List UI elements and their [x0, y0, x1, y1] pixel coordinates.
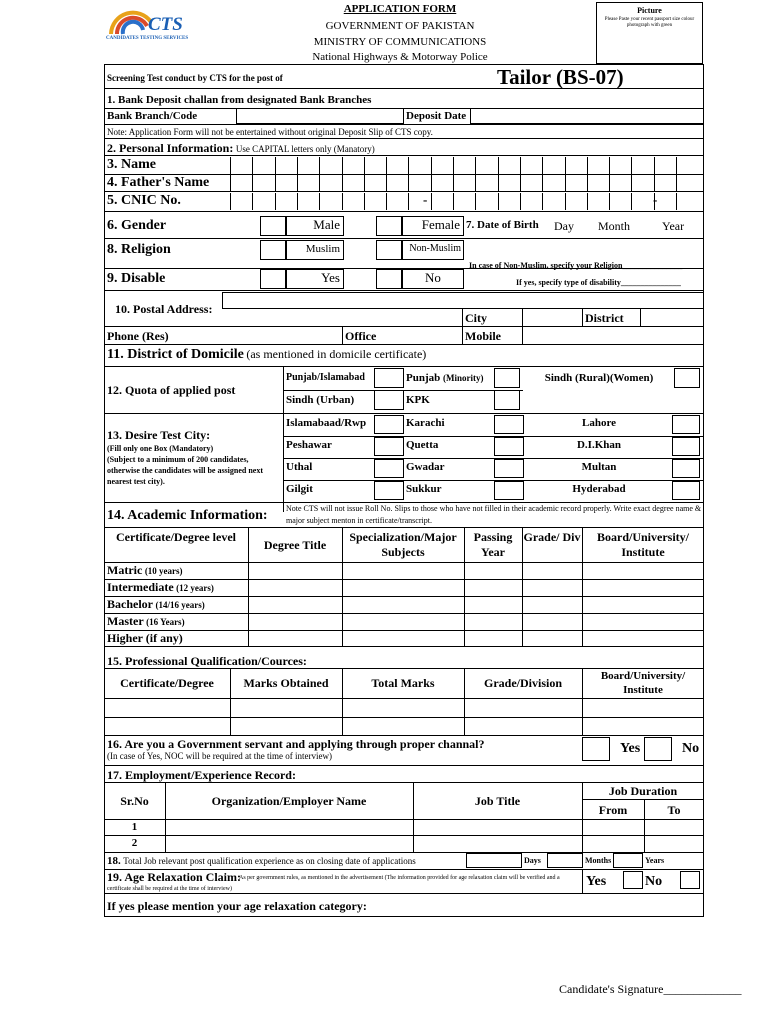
- nonmuslim-label: Non-Muslim: [409, 243, 461, 254]
- age-relax-yes-label: Yes: [586, 874, 607, 889]
- academic-years: (16 Years): [146, 617, 185, 627]
- female-label: Female: [421, 217, 460, 232]
- char-cell[interactable]: [475, 175, 497, 191]
- char-cell[interactable]: [431, 193, 453, 210]
- char-cell[interactable]: [408, 175, 430, 191]
- char-cell[interactable]: [319, 175, 341, 191]
- test-city-option: Quetta: [406, 439, 439, 451]
- academic-label: 14. Academic Information:: [107, 508, 268, 523]
- name-label: 3. Name: [107, 157, 156, 172]
- char-cell[interactable]: [252, 175, 274, 191]
- char-cell[interactable]: [386, 175, 408, 191]
- age-relax-text: As per government rules, as mentioned in the advertisement (The information provided for age relaxation claim will be verified and a certificate shall be required at the time of interview): [107, 875, 560, 892]
- disable-yes-label: Yes: [321, 270, 340, 285]
- domicile-subtitle: (as mentioned in domicile certificate): [246, 347, 427, 361]
- experience-text: Total Job relevant post qualification experience as on closing date of applications: [123, 856, 416, 866]
- dob-label: 7. Date of Birth: [466, 219, 539, 231]
- academic-level: Matric: [107, 563, 143, 577]
- char-cell[interactable]: [319, 157, 341, 174]
- char-cell[interactable]: [364, 157, 386, 174]
- acad-header-specialization: Specialization/Major Subjects: [349, 530, 457, 559]
- logo-text: CTS: [148, 14, 183, 35]
- char-cell[interactable]: [453, 175, 475, 191]
- disable-no-label: No: [425, 270, 441, 285]
- prof-header-cert: Certificate/Degree: [120, 676, 214, 690]
- govt-no-checkbox[interactable]: [644, 737, 672, 761]
- char-cell[interactable]: [230, 193, 252, 210]
- postal-address-label: 10. Postal Address:: [115, 302, 213, 316]
- emp-header-duration: Job Duration: [608, 784, 678, 798]
- cnic-dash-1: -: [423, 192, 428, 207]
- gender-female-checkbox[interactable]: [376, 216, 402, 236]
- acad-header-cert: Certificate/Degree level: [115, 530, 237, 544]
- exp-days-field[interactable]: [466, 853, 522, 868]
- religion-note: In case of Non-Muslim, specify your Religion_______________: [469, 261, 683, 270]
- header-line2: MINISTRY OF COMMUNICATIONS: [313, 36, 487, 48]
- test-city-sub1: (Fill only one Box (Mandatory): [107, 444, 214, 453]
- test-city-option: Peshawar: [286, 439, 332, 451]
- char-cell[interactable]: [252, 193, 274, 210]
- char-cell[interactable]: [609, 175, 631, 191]
- acad-header-year: Passing Year: [473, 530, 513, 559]
- char-cell[interactable]: [565, 175, 587, 191]
- test-city-checkbox[interactable]: [494, 481, 524, 500]
- char-cell[interactable]: [364, 193, 386, 210]
- test-city-label: 13. Desire Test City:: [107, 428, 211, 442]
- govt-no-label: No: [682, 741, 700, 756]
- section-2-subtitle: Use CAPITAL letters only (Manatory): [235, 144, 375, 154]
- post-title: Tailor (BS-07): [497, 65, 624, 89]
- char-cell[interactable]: [342, 157, 364, 174]
- exp-months-field[interactable]: [547, 853, 583, 868]
- test-city-checkbox[interactable]: [374, 459, 404, 478]
- char-cell[interactable]: [542, 157, 564, 174]
- char-cell[interactable]: [386, 193, 408, 210]
- professional-label: 15. Professional Qualification/Cources:: [107, 654, 307, 668]
- prof-header-marks: Marks Obtained: [243, 676, 329, 690]
- test-city-checkbox[interactable]: [672, 459, 700, 478]
- male-label: Male: [313, 217, 340, 232]
- char-cell[interactable]: [475, 157, 497, 174]
- academic-level: Master: [107, 614, 144, 628]
- test-city-checkbox[interactable]: [672, 481, 700, 500]
- test-city-checkbox[interactable]: [494, 415, 524, 434]
- header-line1: GOVERNMENT OF PAKISTAN: [325, 20, 475, 32]
- quota-sindh-rural: Sindh (Rural)(Women): [544, 372, 654, 384]
- academic-note: Note CTS will not issue Roll No. Slips to those who have not filled in their academic record properly. Write exact degree name & major subject menton in certificate/transcript.: [286, 504, 702, 525]
- deposit-date-field[interactable]: [470, 108, 704, 124]
- age-relax-label: 19. Age Relaxation Claim:: [107, 870, 241, 884]
- char-cell[interactable]: [386, 157, 408, 174]
- academic-row: [107, 614, 185, 629]
- dob-month-label: Month: [598, 219, 631, 233]
- header-line3: National Highways & Motorway Police: [312, 51, 488, 63]
- gender-label: 6. Gender: [107, 218, 167, 233]
- test-city-sub2: (Subject to a minimum of 200 candidates, otherwise the candidates will be assigned next nearest test city).: [107, 455, 263, 486]
- quota-kpk: KPK: [406, 394, 430, 406]
- quota-label: 12. Quota of applied post: [107, 383, 236, 397]
- picture-title: Picture: [637, 6, 662, 15]
- quota-punjab-islamabad-checkbox[interactable]: [374, 368, 404, 388]
- quota-sindh-rural-checkbox[interactable]: [674, 368, 700, 388]
- disable-label: 9. Disable: [107, 271, 166, 286]
- char-cell[interactable]: [631, 193, 653, 210]
- test-city-checkbox[interactable]: [672, 437, 700, 456]
- quota-punjab-islamabad: Punjab/Islamabad: [286, 372, 365, 383]
- char-cell[interactable]: [520, 157, 542, 174]
- quota-punjab-minority-checkbox[interactable]: [494, 368, 520, 388]
- test-city-option: Sukkur: [406, 483, 442, 495]
- phone-res-label: Phone (Res): [107, 329, 169, 343]
- candidate-signature[interactable]: Candidate's Signature_____________: [559, 982, 742, 996]
- test-city-option: Multan: [581, 461, 617, 473]
- test-city-option: D.I.Khan: [576, 439, 622, 451]
- char-cell[interactable]: [542, 193, 564, 210]
- char-cell[interactable]: [275, 193, 297, 210]
- acad-header-grade: Grade/ Div: [523, 530, 581, 544]
- char-cell[interactable]: [520, 193, 542, 210]
- char-cell[interactable]: [565, 193, 587, 210]
- char-cell[interactable]: [587, 193, 609, 210]
- char-cell[interactable]: [587, 157, 609, 174]
- bank-branch-field[interactable]: [236, 108, 404, 124]
- quota-sindh-urban: Sindh (Urban): [286, 394, 355, 406]
- photo-box[interactable]: [596, 2, 703, 64]
- age-relax-yes-checkbox[interactable]: [623, 871, 643, 889]
- domicile-label: 11. District of Domicile: [107, 347, 244, 362]
- char-cell[interactable]: [542, 175, 564, 191]
- char-cell[interactable]: [609, 157, 631, 174]
- test-city-option: Gilgit: [286, 483, 313, 495]
- test-city-checkbox[interactable]: [374, 481, 404, 500]
- academic-row: [107, 631, 183, 646]
- quota-punjab: Punjab: [406, 372, 441, 384]
- acad-header-board: Board/University/ Institute: [597, 530, 689, 559]
- cnic-label: 5. CNIC No.: [107, 193, 181, 208]
- religion-label: 8. Religion: [107, 242, 171, 257]
- employment-label: 17. Employment/Experience Record:: [107, 768, 296, 782]
- dob-year-label: Year: [662, 219, 685, 233]
- test-city-checkbox[interactable]: [672, 415, 700, 434]
- char-cell[interactable]: [408, 157, 430, 174]
- muslim-label: Muslim: [305, 243, 340, 255]
- disability-note: If yes, specify type of disability_______________: [516, 278, 681, 287]
- test-city-option: Uthal: [286, 461, 313, 473]
- academic-row: [107, 597, 205, 612]
- emp-header-to: To: [667, 803, 681, 817]
- char-cell[interactable]: [654, 157, 676, 174]
- char-cell[interactable]: [676, 175, 698, 191]
- postal-address-field[interactable]: [222, 292, 704, 309]
- academic-level: Bachelor: [107, 597, 153, 611]
- char-cell[interactable]: [475, 193, 497, 210]
- emp-header-job: Job Title: [474, 794, 521, 808]
- academic-level: Higher (if any): [107, 631, 183, 645]
- academic-years: (14/16 years): [155, 600, 205, 610]
- char-cell[interactable]: [520, 175, 542, 191]
- picture-note: Please Paste your recent passport size colour photograph with green: [604, 17, 695, 28]
- emp-row-1: 1: [131, 821, 138, 833]
- char-cell[interactable]: [431, 175, 453, 191]
- district-label: District: [585, 311, 624, 325]
- disable-no-checkbox[interactable]: [376, 269, 402, 289]
- religion-muslim-checkbox[interactable]: [260, 240, 286, 260]
- char-cell[interactable]: [319, 193, 341, 210]
- academic-level: Intermediate: [107, 580, 174, 594]
- char-cell[interactable]: [676, 193, 698, 210]
- char-cell[interactable]: [631, 157, 653, 174]
- test-city-option: Islamabaad/Rwp: [286, 417, 367, 429]
- char-cell[interactable]: [654, 175, 676, 191]
- test-city-option: Lahore: [581, 417, 617, 429]
- office-label: Office: [345, 329, 377, 343]
- char-cell[interactable]: [587, 175, 609, 191]
- char-cell[interactable]: [364, 175, 386, 191]
- bank-branch-label: Bank Branch/Code: [107, 110, 198, 122]
- prof-header-grade: Grade/Division: [483, 676, 562, 690]
- father-name-label: 4. Father's Name: [107, 175, 210, 190]
- academic-years: (12 years): [176, 583, 214, 593]
- academic-row: [107, 563, 183, 578]
- govt-servant-label: 16. Are you a Government servant and applying through proper channal?: [107, 737, 485, 751]
- test-city-option: Hyderabad: [572, 483, 626, 495]
- quota-sindh-urban-checkbox[interactable]: [374, 390, 404, 410]
- char-cell[interactable]: [453, 193, 475, 210]
- char-cell[interactable]: [631, 175, 653, 191]
- char-cell[interactable]: [297, 157, 319, 174]
- char-cell[interactable]: [609, 193, 631, 210]
- deposit-note: Note: Application Form will not be entertained without original Deposit Slip of CTS copy.: [107, 127, 433, 137]
- char-cell[interactable]: [498, 157, 520, 174]
- acad-header-degree: Degree Title: [263, 538, 327, 552]
- exp-months-label: Months: [585, 856, 612, 865]
- emp-header-org: Organization/Employer Name: [211, 794, 367, 808]
- mobile-label: Mobile: [465, 329, 501, 343]
- test-city-checkbox[interactable]: [494, 437, 524, 456]
- dob-day-label: Day: [554, 219, 574, 233]
- post-label: Screening Test conduct by CTS for the post of: [107, 73, 283, 83]
- govt-yes-label: Yes: [620, 741, 641, 756]
- char-cell[interactable]: [498, 193, 520, 210]
- char-cell[interactable]: [342, 193, 364, 210]
- char-cell[interactable]: [498, 175, 520, 191]
- prof-header-board: Board/University/ Institute: [600, 670, 686, 696]
- city-label: City: [465, 311, 487, 325]
- cnic-dash-2: -: [653, 192, 658, 207]
- test-city-option: Gwadar: [406, 461, 445, 473]
- logo-subtitle: CANDIDATES TESTING SERVICES: [106, 36, 189, 41]
- test-city-checkbox[interactable]: [374, 437, 404, 456]
- form-title: APPLICATION FORM: [343, 3, 457, 15]
- emp-header-from: From: [598, 803, 628, 817]
- section-2-title: 2. Personal Information:: [107, 141, 234, 155]
- quota-minority: (Minority): [443, 373, 484, 383]
- char-cell[interactable]: [297, 175, 319, 191]
- char-cell[interactable]: [565, 157, 587, 174]
- academic-years: (10 years): [144, 566, 183, 576]
- academic-row: [107, 580, 214, 595]
- prof-header-total: Total Marks: [371, 676, 435, 690]
- emp-row-2: 2: [131, 837, 138, 849]
- test-city-option: Karachi: [406, 417, 445, 429]
- char-cell[interactable]: [676, 157, 698, 174]
- test-city-checkbox[interactable]: [374, 415, 404, 434]
- char-cell[interactable]: [230, 175, 252, 191]
- char-cell[interactable]: [453, 157, 475, 174]
- char-cell[interactable]: [297, 193, 319, 210]
- age-relax-category-label: If yes please mention your age relaxation category:: [107, 899, 367, 913]
- govt-servant-sub: (In case of Yes, NOC will be required at the time of interview): [107, 751, 332, 761]
- char-cell[interactable]: [252, 157, 274, 174]
- govt-yes-checkbox[interactable]: [582, 737, 610, 761]
- disable-yes-checkbox[interactable]: [260, 269, 286, 289]
- exp-years-field[interactable]: [613, 853, 643, 868]
- experience-num: 18.: [107, 855, 121, 867]
- religion-nonmuslim-checkbox[interactable]: [376, 240, 402, 260]
- age-relax-no-checkbox[interactable]: [680, 871, 700, 889]
- char-cell[interactable]: [431, 157, 453, 174]
- section-1-title: 1. Bank Deposit challan from designated Bank Branches: [107, 94, 372, 106]
- gender-male-checkbox[interactable]: [260, 216, 286, 236]
- test-city-checkbox[interactable]: [494, 459, 524, 478]
- quota-kpk-checkbox[interactable]: [494, 390, 520, 410]
- char-cell[interactable]: [342, 175, 364, 191]
- char-cell[interactable]: [275, 157, 297, 174]
- exp-days-label: Days: [524, 856, 541, 865]
- exp-years-label: Years: [645, 856, 665, 865]
- char-cell[interactable]: [275, 175, 297, 191]
- emp-header-srno: Sr.No: [120, 794, 149, 808]
- age-relax-no-label: No: [645, 874, 663, 889]
- deposit-date-label: Deposit Date: [406, 110, 467, 122]
- char-cell[interactable]: [230, 157, 252, 174]
